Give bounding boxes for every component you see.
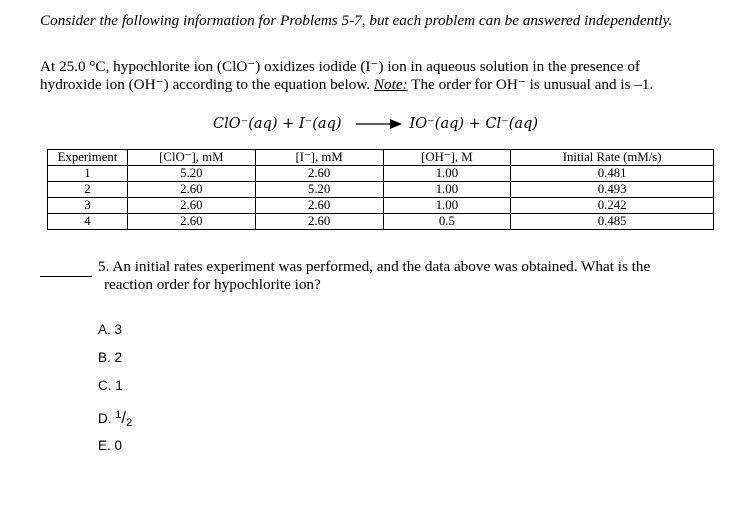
question-line-1: 5. An initial rates experiment was performed, and the data above was obtained. What is the [98,258,651,275]
header-clo: [ClO⁻], mM [127,150,255,166]
table-cell: 5.20 [127,166,255,182]
note-label: Note: [373,75,408,93]
table-cell: 1.00 [383,198,511,214]
reaction-arrow-icon [356,118,402,130]
option-d-slash: / [121,408,127,427]
question-5 [98,258,728,294]
table-header-row [48,150,714,166]
table-cell: 2.60 [127,198,255,214]
table-cell: 1.00 [383,182,511,198]
answer-blank-line[interactable] [40,276,92,277]
table-cell: 2.60 [255,214,383,230]
table-cell: 0.242 [511,198,714,214]
table-cell: 0.5 [383,214,511,230]
table-cell: 2.60 [255,166,383,182]
intro-text: Consider the following information for Problems 5-7, but each problem can be answered independently. [40,12,673,29]
rate-data-table [47,149,714,230]
header-hydroxide: [OH⁻], M [383,150,511,166]
table-cell: 0.481 [511,166,714,182]
problem-description [40,58,730,93]
header-iodide: [I⁻], mM [255,150,383,166]
description-line-2 [40,76,730,94]
header-initial-rate: Initial Rate (mM/s) [511,150,714,166]
question-line-2: reaction order for hypochlorite ion? [104,276,321,293]
table-cell: 0.493 [511,182,714,198]
equation-reactants: ClO⁻(aq) + I⁻(aq) [213,116,342,132]
option-b[interactable]: B. 2 [98,350,123,365]
option-d-numerator: 1 [115,409,122,421]
table-cell: 2.60 [127,214,255,230]
table-cell: 2.60 [255,198,383,214]
table-cell: 3 [48,198,128,214]
description-line-2-start: hydroxide ion (OH⁻) according to the equation below. [40,75,374,93]
option-d-label: D. [98,411,112,426]
table-cell: 1 [48,166,128,182]
reaction-equation [213,113,538,135]
header-experiment: Experiment [48,150,128,166]
option-e[interactable]: E. 0 [98,438,123,453]
table-cell: 1.00 [383,166,511,182]
table-row [48,198,714,214]
option-d-denominator: 2 [126,417,133,429]
table-cell: 5.20 [255,182,383,198]
option-d[interactable] [98,408,132,429]
option-a[interactable]: A. 3 [98,322,123,337]
option-c[interactable]: C. 1 [98,378,123,393]
table-cell: 2.60 [127,182,255,198]
table-row [48,214,714,230]
description-line-2-end: The order for OH⁻ is unusual and is –1. [407,75,654,93]
table-cell: 0.485 [511,214,714,230]
table-cell: 2 [48,182,128,198]
equation-products: IO⁻(aq) + Cl⁻(aq) [409,116,539,132]
description-line-1: At 25.0 °C, hypochlorite ion (ClO⁻) oxidizes iodide (I⁻) ion in aqueous solution in the presence of [40,58,640,75]
table-cell: 4 [48,214,128,230]
table-row [48,166,714,182]
table-row [48,182,714,198]
